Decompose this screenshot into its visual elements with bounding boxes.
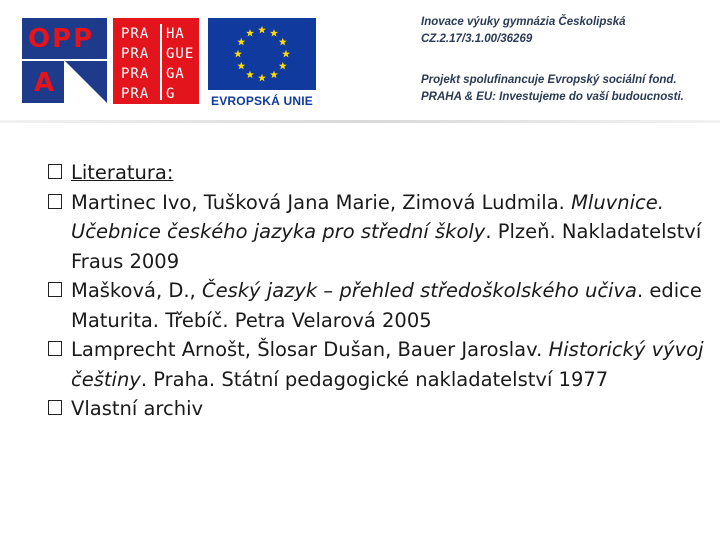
item-publication: . edice Maturita. Třebíč. Petra Velarová 2005 bbox=[71, 279, 702, 332]
eu-star-icon bbox=[279, 38, 287, 46]
praha-logo-right-1: HA bbox=[166, 26, 185, 42]
bullet-icon bbox=[48, 400, 62, 415]
list-item bbox=[48, 394, 708, 424]
eu-flag-icon bbox=[208, 18, 316, 90]
eu-star-icon bbox=[279, 62, 287, 70]
list-item bbox=[48, 276, 708, 335]
praha-logo-right-column bbox=[166, 24, 194, 104]
item-authors: Martinec Ivo, Tušková Jana Marie, Zimová Ludmila. bbox=[71, 190, 565, 214]
slogan: PRAHA & EU: Investujeme do vaší budoucnosti. bbox=[421, 91, 684, 103]
item-title: Mluvnice. Učebnice českého jazyka pro střední školy bbox=[71, 190, 664, 243]
praha-logo-separator bbox=[160, 24, 162, 100]
eu-logo-label: EVROPSKÁ UNIE bbox=[211, 94, 313, 108]
item-publication: . Plzeň. Nakladatelství Fraus 2009 bbox=[71, 220, 702, 273]
item-title: Historický vývoj češtiny bbox=[71, 338, 704, 391]
praha-logo-left-4: PRA bbox=[121, 86, 150, 102]
eu-star-icon bbox=[270, 29, 278, 37]
project-name: Inovace výuky gymnázia Českolipská bbox=[421, 16, 626, 28]
project-info-block-1 bbox=[421, 14, 716, 48]
opp-logo bbox=[22, 18, 107, 103]
item-text: Vlastní archiv bbox=[71, 397, 204, 420]
literature-list bbox=[48, 158, 708, 424]
bullet-icon bbox=[48, 282, 62, 297]
literature-heading: Literatura: bbox=[71, 161, 174, 184]
eu-star-icon bbox=[234, 50, 242, 58]
item-publication: . Praha. Státní pedagogické nakladatelství 1977 bbox=[140, 367, 609, 391]
project-info-block-2 bbox=[421, 72, 716, 106]
header-band bbox=[0, 0, 720, 120]
project-info bbox=[421, 14, 716, 130]
eu-star-icon bbox=[270, 71, 278, 79]
list-item bbox=[48, 335, 708, 394]
eu-star-icon bbox=[246, 71, 254, 79]
eu-star-icon bbox=[237, 62, 245, 70]
bullet-icon bbox=[48, 194, 62, 209]
praha-logo-right-4: G bbox=[166, 86, 176, 102]
list-item-heading bbox=[48, 158, 708, 188]
eu-star-icon bbox=[246, 29, 254, 37]
eu-star-icon bbox=[258, 74, 266, 82]
praha-logo bbox=[113, 18, 199, 104]
list-item bbox=[48, 188, 708, 277]
opp-logo-top: OPP bbox=[28, 24, 95, 54]
eu-star-icon bbox=[237, 38, 245, 46]
item-authors: Mašková, D., bbox=[71, 279, 202, 302]
praha-logo-left-2: PRA bbox=[121, 46, 150, 62]
eu-logo bbox=[206, 18, 318, 110]
bullet-icon bbox=[48, 164, 62, 179]
bullet-icon bbox=[48, 341, 62, 356]
praha-logo-left-3: PRA bbox=[121, 66, 150, 82]
header-divider bbox=[0, 120, 720, 123]
opp-logo-bottom: A bbox=[34, 68, 57, 98]
praha-logo-left-column bbox=[121, 24, 149, 104]
item-authors: Lamprecht Arnošt, Šlosar Dušan, Bauer Jaroslav. bbox=[71, 338, 543, 361]
praha-logo-right-3: GA bbox=[166, 66, 185, 82]
praha-logo-right-2: GUE bbox=[166, 46, 195, 62]
eu-stars-icon bbox=[208, 18, 316, 90]
eu-star-icon bbox=[258, 26, 266, 34]
project-code: CZ.2.17/3.1.00/36269 bbox=[421, 33, 533, 45]
item-title: Český jazyk – přehled středoškolského učiva bbox=[201, 279, 637, 302]
eu-star-icon bbox=[282, 50, 290, 58]
funding-note: Projekt spolufinancuje Evropský sociální fond. bbox=[421, 74, 677, 86]
praha-logo-left-1: PRA bbox=[121, 26, 150, 42]
